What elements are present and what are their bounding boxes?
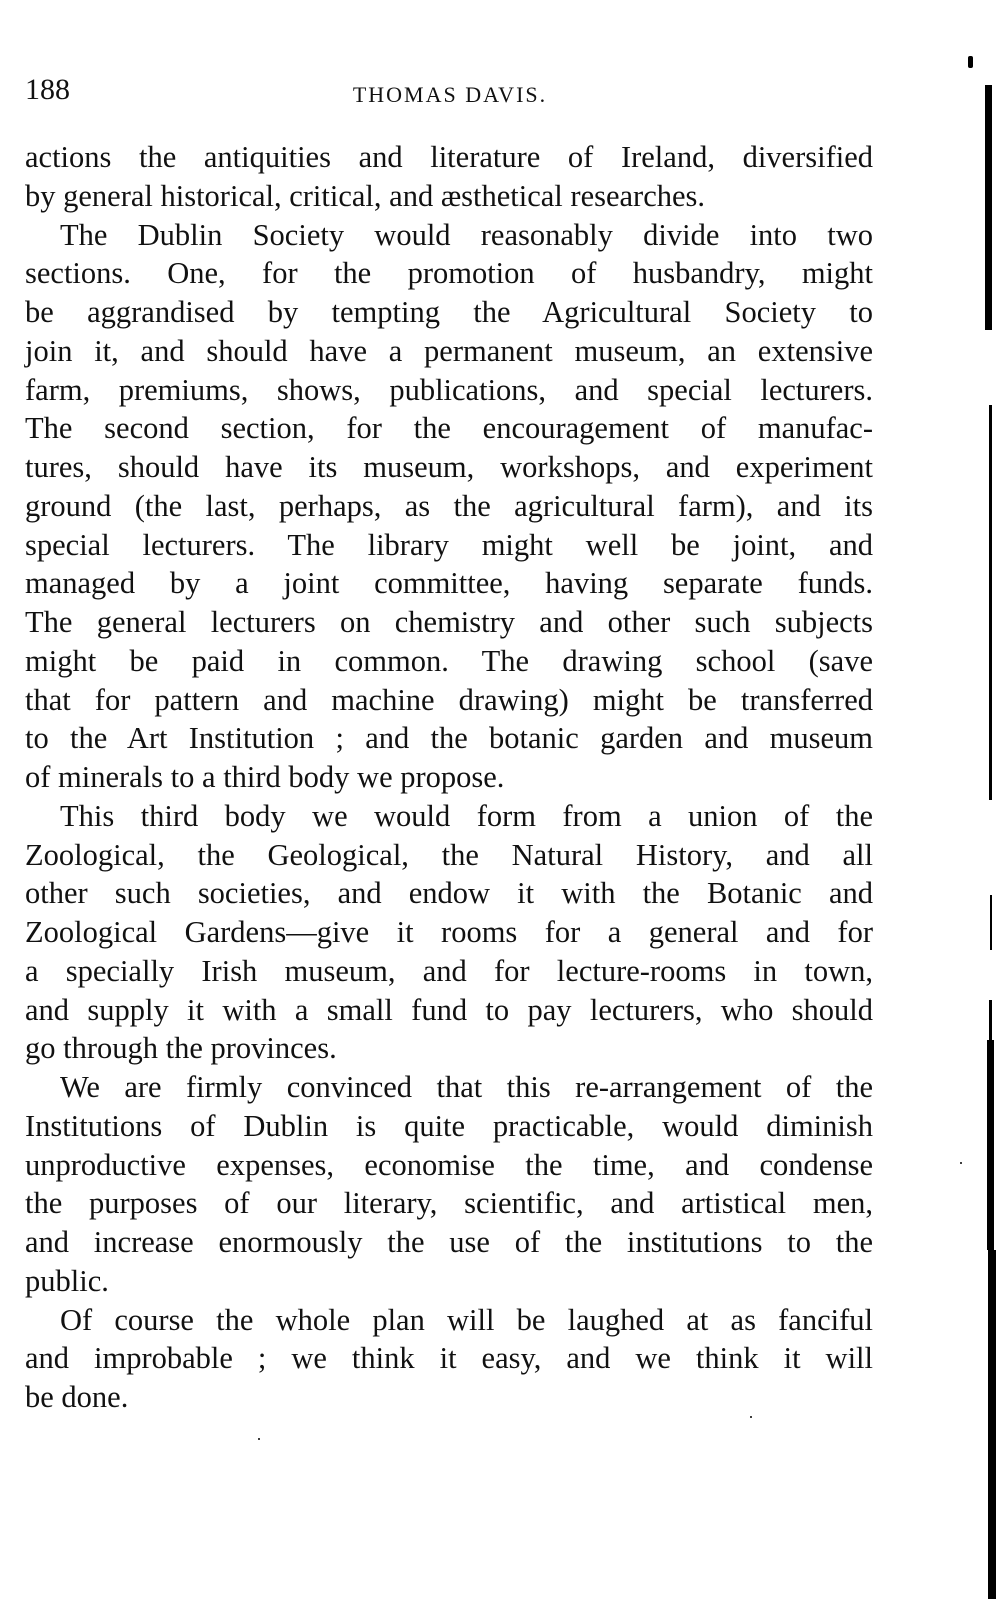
scan-speck [750, 1416, 752, 1418]
text-line: the purposes of our literary, scientific, and artistical men, [25, 1186, 873, 1221]
paragraph [25, 1301, 873, 1417]
text-line: We are firmly convinced that this re-arrangement of the [60, 1070, 873, 1104]
text-line: Zoological Gardens—give it rooms for a general and for [25, 915, 873, 949]
paragraph [25, 1068, 873, 1301]
text-line: other such societies, and endow it with the Botanic and [25, 876, 873, 911]
text-line: to the Art Institution ; and the botanic garden and museum [25, 721, 873, 756]
text-line: public. [25, 1263, 109, 1298]
text-line: The Dublin Society would reasonably divide into two [60, 217, 873, 252]
text-line: that for pattern and machine drawing) might be transferred [25, 682, 873, 717]
scan-gutter-shadow [989, 405, 992, 800]
text-line: actions the antiquities and literature of Ireland, diversified [25, 140, 873, 174]
text-line: farm, premiums, shows, publications, and special lecturers. [25, 372, 873, 407]
paragraph [25, 797, 873, 1068]
scan-gutter-shadow [987, 305, 991, 330]
scan-speck [960, 1162, 962, 1164]
running-title: THOMAS DAVIS. [352, 82, 548, 107]
paragraph [25, 138, 873, 216]
text-line: Zoological, the Geological, the Natural History, and all [25, 837, 873, 872]
text-line: be aggrandised by tempting the Agricultural Society to [25, 295, 873, 329]
text-line: sections. One, for the promotion of husbandry, might [25, 256, 873, 291]
text-line: ground (the last, perhaps, as the agricultural farm), and its [25, 488, 873, 523]
text-line: This third body we would form from a union of the [60, 798, 873, 833]
scan-gutter-shadow [968, 56, 973, 68]
text-line: be done. [25, 1380, 129, 1414]
text-line: tures, should have its museum, workshops, and experiment [25, 450, 873, 484]
body-text [25, 138, 873, 1417]
scan-speck [258, 1438, 260, 1440]
text-line: and improbable ; we think it easy, and we think it will [25, 1341, 873, 1376]
text-line: a specially Irish museum, and for lecture-rooms in town, [25, 953, 873, 988]
text-line: join it, and should have a permanent museum, an extensive [25, 333, 873, 368]
scan-gutter-shadow [985, 85, 992, 330]
text-line: The general lecturers on chemistry and other such subjects [25, 605, 873, 639]
text-line: Institutions of Dublin is quite practicable, would diminish [25, 1108, 873, 1143]
text-line: and supply it with a small fund to pay lecturers, who should [25, 992, 873, 1027]
text-line: managed by a joint committee, having separate funds. [25, 566, 873, 601]
text-line: The second section, for the encouragement of manufac- [25, 411, 873, 446]
text-line: unproductive expenses, economise the time, and condense [25, 1147, 873, 1182]
scan-gutter-shadow [989, 1000, 992, 1040]
scan-gutter-shadow [987, 1040, 994, 1250]
text-line: by general historical, critical, and æsthetical researches. [25, 178, 706, 213]
scan-gutter-shadow [988, 1250, 996, 1599]
scan-gutter-shadow [990, 895, 992, 950]
text-line: Of course the whole plan will be laughed at as fanciful [60, 1302, 873, 1337]
text-line: of minerals to a third body we propose. [25, 760, 505, 794]
text-line: and increase enormously the use of the institutions to the [25, 1225, 873, 1259]
text-line: special lecturers. The library might well be joint, and [25, 527, 873, 562]
text-line: go through the provinces. [25, 1031, 337, 1066]
page-number: 188 [25, 73, 70, 106]
text-line: might be paid in common. The drawing school (save [25, 643, 873, 678]
paragraph [25, 216, 873, 797]
